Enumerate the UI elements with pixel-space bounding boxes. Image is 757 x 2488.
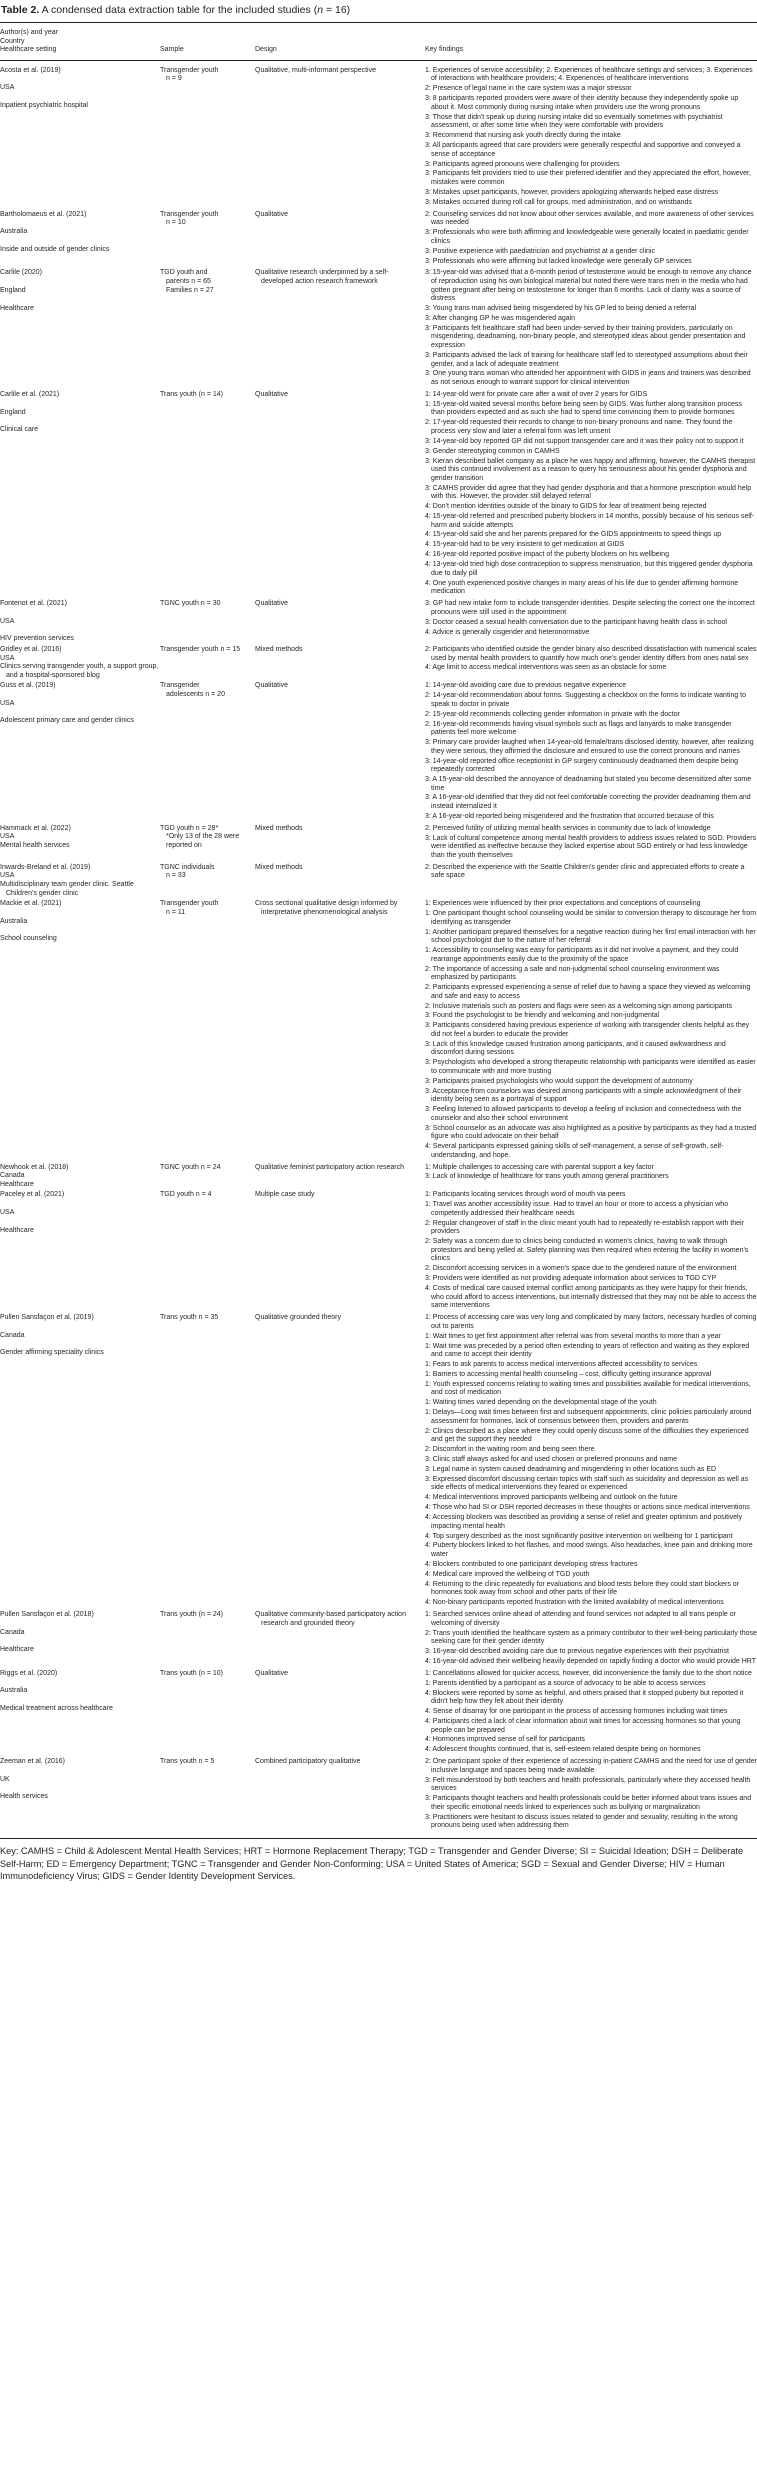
finding-item: 2: Clinics described as a place where they could openly discuss some of the difficulties they experienced and get the support they needed	[425, 1427, 749, 1444]
finding-item: 4: Puberty blockers linked to hot flashes, and mood swings. Also headaches, knee pain and drinking more water	[425, 1542, 753, 1559]
finding-item: 3: Recommend that nursing ask youth directly during the intake	[425, 132, 621, 140]
study-sample-line: Transgender youth	[160, 900, 219, 908]
study-author-country-setting	[0, 898, 160, 1161]
finding-item: 3: Participants praised psychologists who would support the development of autonomy	[425, 1077, 693, 1085]
study-country: Canada	[0, 1628, 25, 1636]
finding-item: 4: 16-year-old reported positive impact of the puberty blockers on his wellbeing	[425, 551, 669, 559]
finding-item: 3: Lack of cultural competence among mental health providers to address issues related to SGD. Providers were identified as ineffective because they lacked expertise about SGD entirely or had less knowledge than the youth themselves	[425, 834, 757, 859]
study-key-findings	[425, 1668, 757, 1756]
study-healthcare-setting: Mental health services	[0, 842, 70, 850]
study-country: USA	[0, 617, 15, 625]
finding-item: 3: 8 participants reported providers were aware of their identity because they independently spoke up about it. Most commonly during nursing intake when providers use the wrong pronouns	[425, 95, 739, 111]
study-country: England	[0, 287, 26, 294]
study-healthcare-setting: School counseling	[0, 935, 57, 943]
study-country: Canada	[0, 1172, 25, 1180]
study-sample	[160, 1312, 255, 1609]
finding-item: 3: Those that didn't speak up during nursing intake did so eventually sometimes with psychiatrist assessment, or after some time when they were comfortable with providers	[425, 113, 723, 130]
study-country: USA	[0, 833, 15, 841]
finding-item: 2: Discomfort accessing services in a women's space due to the gendered nature of the environment	[425, 1265, 737, 1273]
finding-item: 4: 13-year-old tried high dose contraception to suppress menstruation, but this triggered gender dysphoria due to daily pill	[425, 561, 753, 577]
study-key-findings	[425, 823, 757, 862]
study-sample-line: Trans youth n = 35	[160, 1314, 219, 1322]
study-author-country-setting	[0, 1312, 160, 1609]
table-row	[0, 1668, 757, 1756]
study-sample-line: *Only 13 of the 28 were reported on	[166, 833, 240, 850]
study-author-year: Pullen Sansfaçon et al. (2018)	[0, 1611, 94, 1619]
study-author-year: Hammack et al. (2022)	[0, 824, 71, 832]
finding-item: 3: Participants thought teachers and health professionals could be better informed about trans issues and their specific emotional needs linked to experiences such as bullying or marginalization	[425, 1795, 752, 1811]
study-healthcare-setting: Healthcare	[0, 1646, 34, 1654]
study-design-cell	[255, 389, 425, 598]
finding-item: 2: Participants expressed experiencing a sense of relief due to having a space they viewed as welcoming and safe and easy to access	[425, 984, 751, 1000]
finding-item: 3: School counselor as an advocate was also highlighted as a positive by participants as they had a trusted figure who could advocate on their behalf	[425, 1124, 757, 1141]
finding-item: 1: Multiple challenges to accessing care with parental support a key factor	[425, 1163, 654, 1171]
study-design: Qualitative	[255, 390, 289, 398]
study-key-findings	[425, 598, 757, 644]
study-author-country-setting	[0, 1189, 160, 1312]
study-country: UK	[0, 1775, 10, 1783]
study-design-cell	[255, 644, 425, 680]
study-design-cell	[255, 267, 425, 389]
table-header	[0, 23, 757, 61]
study-sample	[160, 209, 255, 268]
table-row	[0, 1312, 757, 1609]
finding-item: 3: A 16-year-old reported being misgendered and the frustration that occurred because of this	[425, 812, 714, 820]
study-sample	[160, 823, 255, 862]
study-key-findings	[425, 267, 757, 389]
study-author-year: Paceley et al. (2021)	[0, 1191, 65, 1199]
study-author-year: Riggs et al. (2020)	[0, 1669, 58, 1677]
finding-item: 2: Counseling services did not know about other services available, and more awareness of other services was needed	[425, 210, 754, 227]
study-design-cell	[255, 1668, 425, 1756]
study-author-year: Inwards-Breland et al. (2019)	[0, 863, 91, 871]
finding-item: 3: Lack of this knowledge caused frustration among participants, and it caused awkwardness and discomfort during sessions	[425, 1040, 726, 1057]
study-sample	[160, 862, 255, 898]
study-sample	[160, 1162, 255, 1190]
finding-item: 4: 15-year-old said she and her parents prepared for the GIDS appointments to speed things up	[425, 531, 722, 539]
finding-item: 2: 17-year-old requested their records to change to non-binary pronouns and name. They found the process very slow and later a referral form was left unsent	[425, 419, 733, 435]
study-key-findings	[425, 644, 757, 680]
finding-item: 2: Regular changeover of staff in the clinic meant youth had to repeatedly re-establish rapport with their providers	[425, 1219, 744, 1236]
study-author-year: Guss et al. (2019)	[0, 682, 56, 690]
study-author-year: Gridley et al. (2016)	[0, 645, 62, 653]
study-author-year: Zeeman et al. (2016)	[0, 1758, 65, 1766]
finding-item: 3: Gender stereotyping common in CAMHS	[425, 447, 560, 455]
study-sample-line: Transgender youth	[160, 66, 219, 74]
study-healthcare-setting: Gender affirming speciality clinics	[0, 1349, 104, 1357]
study-sample-line: Transgender youth n = 15	[160, 645, 241, 653]
study-sample	[160, 1756, 255, 1838]
finding-item: 1: 15-year-old waited several months before being seen by GIDS. Was further along transition process than providers expected and as such she had to spend time convincing them to provide hormones	[425, 400, 742, 417]
finding-item: 3: Participants agreed pronouns were challenging for providers	[425, 160, 620, 168]
study-author-country-setting	[0, 1668, 160, 1756]
study-design: Cross sectional qualitative design informed by interpretative phenomenological analysis	[255, 900, 398, 916]
header-author-year: Author(s) and year	[0, 29, 58, 36]
study-author-year: Acosta et al. (2019)	[0, 66, 61, 74]
study-country: Canada	[0, 1331, 25, 1339]
study-healthcare-setting: Inpatient psychiatric hospital	[0, 101, 88, 109]
finding-item: 1: 14-year-old went for private care after a wait of over 2 years for GIDS	[425, 390, 648, 398]
finding-item: 2: Perceived futility of utilizing mental health services in community due to lack of knowledge	[425, 824, 711, 832]
finding-item: 1: Delays—Long wait times between first and subsequent appointments, clinic policies particularly around assessment for hormones, lack of consensus between them, providers and parents	[425, 1409, 752, 1425]
study-design: Qualitative	[255, 210, 289, 218]
study-design: Mixed methods	[255, 645, 303, 653]
finding-item: 3: Professionals who were both affirming and knowledgeable were generally located in paediatric gender clinics	[425, 229, 749, 245]
study-healthcare-setting: Inside and outside of gender clinics	[0, 245, 110, 253]
finding-item: 3: After changing GP he was misgendered again	[425, 314, 576, 322]
finding-item: 4: 16-year-old advised their wellbeing heavily depended on rapidly finding a doctor who would provide HRT	[425, 1657, 757, 1665]
study-sample-line: n = 11	[166, 908, 186, 916]
finding-item: 1: Wait time was preceded by a period often extending to years of reflection and waiting as they explored and came to accept their identity	[425, 1342, 750, 1359]
finding-item: 4: Advice is generally cisgender and heteronormative	[425, 628, 590, 636]
finding-item: 3: Mistakes occurred during roll call for groups, med administration, and on wristbands	[425, 198, 692, 206]
table-row	[0, 644, 757, 680]
finding-item: 1: Cancellations allowed for quicker access, however, did inconvenience the family due to the short notice	[425, 1669, 752, 1677]
finding-item: 3: 14-year-old boy reported GP did not support transgender care and it was their policy not to support it	[425, 437, 744, 445]
finding-item: 3: Practitioners were hesitant to discuss issues related to gender and sexuality, resulting in the wrong pronouns being used when addressing them	[425, 1813, 738, 1830]
finding-item: 1: Youth expressed concerns relating to waiting times and possibilities available for medical interventions, and cost of medication	[425, 1380, 751, 1397]
finding-item: 1: Parents identified by a participant as a source of advocacy to be able to access services	[425, 1679, 706, 1687]
finding-item: 3: Young trans man advised being misgendered by his GP led to being denied a referral	[425, 305, 697, 313]
study-key-findings	[425, 680, 757, 823]
header-healthcare-setting: Healthcare setting	[0, 46, 57, 54]
study-design-cell	[255, 680, 425, 823]
study-healthcare-setting: HIV prevention services	[0, 635, 74, 643]
study-sample-line: TGD youth n = 4	[160, 1191, 212, 1199]
finding-item: 3: Doctor ceased a sexual health conversation due to the participant having health class in school	[425, 618, 727, 626]
study-sample-line: Trans youth (n = 10)	[160, 1669, 223, 1677]
study-design: Qualitative	[255, 600, 289, 608]
study-author-country-setting	[0, 598, 160, 644]
finding-item: 2: The importance of accessing a safe and non-judgmental school counseling environment was emphasized by participants	[425, 965, 720, 982]
study-design: Combined participatory qualitative	[255, 1758, 361, 1766]
study-sample-line: Trans youth n = 5	[160, 1758, 215, 1766]
finding-item: 3: 14-year-old reported office receptionist in GP surgery continuously deadnamed them despite being repeatedly corrected	[425, 757, 738, 774]
finding-item: 4: Several participants expressed gaining skills of self-management, a sense of self-growth, self-understanding, and hope.	[425, 1143, 724, 1159]
finding-item: 4: Those who had SI or DSH reported decreases in these thoughts or actions since medical interventions	[425, 1504, 750, 1512]
table-row	[0, 1162, 757, 1190]
table-row	[0, 598, 757, 644]
study-design: Qualitative	[255, 1669, 289, 1677]
header-sample: Sample	[160, 46, 184, 54]
finding-item: 3: Feeling listened to allowed participants to develop a feeling of inclusion and connectedness with the counselor and also their school environment	[425, 1106, 742, 1122]
study-sample-line: Transgender	[160, 682, 200, 690]
study-sample	[160, 1668, 255, 1756]
study-design-cell	[255, 1189, 425, 1312]
finding-item: 1: One participant thought school counseling would be similar to conversion therapy to discourage her from identifying as transgender	[425, 910, 757, 926]
finding-item: 2: Presence of legal name in the care system was a major stressor	[425, 85, 632, 93]
finding-item: 1: Waiting times varied depending on the developmental stage of the youth	[425, 1399, 657, 1407]
finding-item: 1: Travel was another accessibility issue. Had to travel an hour or more to access a physician who competently addressed their healthcare needs	[425, 1201, 729, 1217]
study-country: USA	[0, 872, 15, 880]
finding-item: 4: Accessing blockers was described as providing a sense of relief and greater optimism and positively impacting mental health	[425, 1514, 743, 1530]
finding-item: 1: 14-year-old avoiding care due to previous negative experience	[425, 682, 627, 690]
study-author-country-setting	[0, 680, 160, 823]
finding-item: 1: Process of accessing care was very long and complicated by many factors, necessary hurdles of coming out to parents	[425, 1314, 757, 1330]
header-design: Design	[255, 46, 277, 54]
study-sample-line: TGD youth and	[160, 269, 208, 277]
finding-item: 4: Medical interventions improved participants wellbeing and outlook on the future	[425, 1494, 678, 1502]
finding-item: 3: Acceptance from counselors was desired among participants with a simple acknowledgment of their identity being seen as a portrayal of support	[425, 1087, 742, 1104]
finding-item: 1: Barriers to accessing mental health counseling – cost, difficulty getting insurance approval	[425, 1370, 712, 1378]
study-healthcare-setting: Healthcare	[0, 1180, 34, 1188]
study-design: Qualitative community-based participatory action research and grounded theory	[255, 1611, 406, 1627]
table-body	[0, 61, 757, 1838]
study-country: Australia	[0, 1687, 28, 1695]
finding-item: 2: 16-year-old recommends having visual symbols such as flags and lanyards to make transgender patients feel more welcome	[425, 720, 732, 737]
study-key-findings	[425, 389, 757, 598]
study-sample-line: parents n = 65	[166, 278, 211, 285]
study-country: Australia	[0, 228, 28, 236]
study-author-country-setting	[0, 862, 160, 898]
study-design: Mixed methods	[255, 824, 303, 832]
study-design: Qualitative, multi-informant perspective	[255, 66, 376, 74]
study-key-findings	[425, 1609, 757, 1668]
study-author-year: Mackie et al. (2021)	[0, 900, 62, 908]
study-design-cell	[255, 1312, 425, 1609]
finding-item: 1: Wait times to get first appointment after referral was from several months to more than a year	[425, 1332, 721, 1340]
study-sample-line: adolescents n = 20	[166, 690, 225, 698]
study-sample	[160, 61, 255, 209]
study-design-cell	[255, 898, 425, 1161]
study-country: USA	[0, 654, 15, 662]
table-caption	[0, 4, 757, 16]
finding-item: 4: One youth experienced positive changes in many areas of his life due to gender affirming hormone medication	[425, 579, 739, 596]
table-label: Table 2.	[1, 4, 40, 16]
table-row	[0, 823, 757, 862]
study-sample-line: n = 10	[166, 219, 186, 227]
finding-item: 2: One participant spoke of their experience of accessing in-patient CAMHS and the need for use of gender inclusive language and spaces being made available	[425, 1758, 757, 1774]
finding-item: 1: Participants locating services through word of mouth via peers	[425, 1191, 626, 1199]
finding-item: 2: Participants who identified outside the gender binary also described dissatisfaction with numerical scales used by mental health providers to quantify how much one's gender identity differs from ones natal sex	[425, 645, 757, 662]
study-key-findings	[425, 1756, 757, 1838]
table-row	[0, 61, 757, 209]
study-author-country-setting	[0, 823, 160, 862]
table-row	[0, 862, 757, 898]
header-author-country-setting	[0, 23, 160, 60]
finding-item: 1: Another participant prepared themselves for a negative reaction during her first email interaction with her school psychologist due to the nature of her referral	[425, 928, 756, 945]
finding-item: 4: Costs of medical care caused internal conflict among participants as they were happy for their friends, who could afford to access interventions, but internally distressed that they may not be able to access the same interventions	[425, 1285, 757, 1310]
study-healthcare-setting: Multidisciplinary team gender clinic. Seattle Children's gender clinic	[0, 881, 134, 897]
finding-item: 1. Experiences of service accessibility; 2. Experiences of healthcare settings and services; 3. Experiences of interactions with healthcare providers; 4. Experiences of healthcare interventions	[425, 66, 753, 83]
study-author-country-setting	[0, 1756, 160, 1838]
study-design: Qualitative grounded theory	[255, 1314, 341, 1322]
table-row	[0, 209, 757, 268]
study-key-findings	[425, 1189, 757, 1312]
data-extraction-table	[0, 23, 757, 1838]
finding-item: 3: Found the psychologist to be friendly and welcoming and non-judgmental	[425, 1012, 660, 1020]
study-author-year: Bartholomaeus et al. (2021)	[0, 210, 87, 218]
finding-item: 1: Experiences were influenced by their prior expectations and conceptions of counseling	[425, 900, 701, 908]
study-design: Mixed methods	[255, 863, 303, 871]
finding-item: 3: Participants felt providers tried to use their preferred identifier and they appreciated the effort, however, mistakes were common	[425, 170, 751, 186]
finding-item: 3: All participants agreed that care providers were generally respectful and supportive and conveyed a sense of acceptance	[425, 142, 741, 158]
finding-item: 3: Legal name in system caused deadnaming and misgendering in other locations such as ED	[425, 1465, 717, 1473]
study-design-cell	[255, 1756, 425, 1838]
finding-item: 3: Participants felt healthcare staff had been under-served by their training providers, particularly on misgendering, deadnaming, non-binary people, and stereotyped ideas about gender presentation and expression	[425, 324, 746, 350]
finding-item: 3: Mistakes upset participants, however, providers apologizing afterwards helped ease distress	[425, 188, 718, 196]
finding-item: 3: Professionals who were affirming but lacked knowledge were generally GP services	[425, 257, 692, 265]
finding-item: 1: Accessibility to counseling was easy for participants as it did not involve a payment, and they could rearrange appointments easily due to the proximity of the space	[425, 947, 739, 963]
study-author-country-setting	[0, 267, 160, 389]
study-country: USA	[0, 84, 15, 92]
finding-item: 4: 15-year-old had to be very insistent to get medication at GIDS	[425, 541, 625, 549]
study-author-year: Pullen Sansfaçon et al. (2019)	[0, 1314, 94, 1322]
finding-item: 4: Hormones improved sense of self for participants	[425, 1736, 585, 1744]
finding-item: 3: Expressed discomfort discussing certain topics with staff such as suicidality and depression as well as side effects of medical interventions they feared or experienced	[425, 1475, 749, 1492]
finding-item: 3: Participants considered having previous experience of working with transgender clients helpful as they did not feel a burden to educate the provider	[425, 1022, 750, 1038]
study-sample-line: TGNC youth n = 24	[160, 1163, 221, 1171]
study-author-country-setting	[0, 389, 160, 598]
header-key-findings: Key findings	[425, 46, 464, 54]
finding-item: 2: Described the experience with the Seattle Children's gender clinic and appreciated efforts to create a safe space	[425, 863, 745, 880]
table-row	[0, 1189, 757, 1312]
study-country: England	[0, 408, 26, 416]
study-sample-line: Trans youth (n = 14)	[160, 390, 223, 398]
study-key-findings	[425, 1162, 757, 1190]
finding-item: 3: 15-year-old was advised that a 6-month period of testosterone would be enough to remove any chance of reproduction using his own biological material but noted there were trans men in the media who had gotten pregnant after being on testosterone for longer than 6 months. Lack of clarity was a source of distress	[425, 269, 752, 303]
study-healthcare-setting: Healthcare	[0, 304, 34, 312]
finding-item: 4: Sense of disarray for one participant in the process of accessing hormones including wait times	[425, 1708, 728, 1716]
study-healthcare-setting: Medical treatment across healthcare	[0, 1705, 113, 1713]
study-author-country-setting	[0, 1162, 160, 1190]
study-sample-line: n = 9	[166, 75, 182, 83]
study-author-year: Carlile (2020)	[0, 269, 43, 277]
finding-item: 4: Don't mention identities outside of the binary to GIDS for fear of treatment being rejected	[425, 503, 707, 511]
study-country: Australia	[0, 917, 28, 925]
study-sample-line: Families n = 27	[166, 286, 214, 294]
study-key-findings	[425, 862, 757, 898]
finding-item: 4: Age limit to access medical interventions was seen as an obstacle for some	[425, 664, 667, 672]
finding-item: 2: Discomfort in the waiting room and being seen there	[425, 1446, 595, 1454]
finding-item: 3: Kieran described ballet company as a place he was happy and affirming, however, the CAMHS therapist used this continued involvement as a reason to query his seriousness about his gender dysphoria and gender transition	[425, 457, 756, 482]
study-design-cell	[255, 823, 425, 862]
finding-item: 4: Non-binary participants reported frustration with the limited availability of medical interventions	[425, 1599, 724, 1607]
finding-item: 2: Safety was a concern due to clinics being conducted in women's clinics, having to walk through protestors and being yelled at. Safety planning was then required when entering the facility in women's clinics	[425, 1238, 749, 1263]
study-healthcare-setting: Clinics serving transgender youth, a support group, and a hospital-sponsored blog	[0, 663, 159, 679]
study-design-cell	[255, 862, 425, 898]
finding-item: 3: Lack of knowledge of healthcare for trans youth among general practitioners	[425, 1173, 669, 1181]
finding-item: 3: GP had new intake form to include transgender identities. Despite selecting the correct one the incorrect pronouns were still used in the appointment	[425, 600, 755, 616]
study-country: USA	[0, 699, 15, 707]
study-sample	[160, 267, 255, 389]
study-sample	[160, 898, 255, 1161]
study-sample	[160, 1189, 255, 1312]
study-design: Qualitative	[255, 682, 289, 690]
study-author-country-setting	[0, 209, 160, 268]
finding-item: 3: 16-year-old described avoiding care due to previous negative experiences with their psychiatrist	[425, 1648, 729, 1656]
study-author-year: Newhook et al. (2018)	[0, 1163, 69, 1171]
finding-item: 4: Returning to the clinic repeatedly for evaluations and blood tests before they could start blockers or hormones took away from school and other parts of their life	[425, 1580, 740, 1597]
study-healthcare-setting: Clinical care	[0, 426, 39, 434]
study-author-country-setting	[0, 1609, 160, 1668]
caption-n: n	[317, 4, 324, 16]
finding-item: 3: Participants advised the lack of training for healthcare staff led to stereotyped assumptions about their gender, and a lack of adequate treatment	[425, 351, 748, 368]
finding-item: 2: Trans youth identified the healthcare system as a primary contributor to their well-being particularly those seeking care for their gender identity	[425, 1629, 757, 1646]
study-sample	[160, 389, 255, 598]
study-key-findings	[425, 1312, 757, 1609]
study-design-cell	[255, 598, 425, 644]
caption-text: A condensed data extraction table for the included studies (	[41, 4, 318, 16]
study-design-cell	[255, 61, 425, 209]
table-footnote: Key: CAMHS = Child & Adolescent Mental Health Services; HRT = Hormone Replacement Therapy; TGD = Transgender and Gender Diverse; SI = Suicidal Ideation; DSH = Deliberate Self-Harm; ED = Emergency Department; TGNC = Transgender and Gender Non-Conforming; USA = United States of America; SGD = Sexual and Gender Diverse; HIV = Human Immunodeficiency Virus; GIDS = Gender Identity Development Services.	[0, 1846, 744, 1882]
table-row	[0, 680, 757, 823]
study-sample-line: Transgender youth	[160, 210, 219, 218]
study-sample-line: TGD youth n = 28*	[160, 824, 219, 832]
finding-item: 1: Fears to ask parents to access medical interventions affected accessibility to services	[425, 1361, 698, 1369]
finding-item: 4: Medical care improved the wellbeing of TGD youth	[425, 1570, 590, 1578]
finding-item: 4: Blockers contributed to one participant developing stress fractures	[425, 1560, 638, 1568]
study-sample	[160, 644, 255, 680]
study-design: Multiple case study	[255, 1191, 315, 1199]
finding-item: 3: Positive experience with paediatrician and psychiatrist at a gender clinic	[425, 247, 655, 255]
header-country: Country	[0, 37, 25, 45]
study-author-year: Carlile et al. (2021)	[0, 390, 60, 398]
finding-item: 4: Top surgery described as the most significantly positive intervention on wellbeing for 1 participant	[425, 1532, 733, 1540]
finding-item: 2: 15-year-old recommends collecting gender information in private with the doctor	[425, 710, 680, 718]
study-key-findings	[425, 61, 757, 209]
finding-item: 3: Providers were identified as not providing adequate information about services to TGD CYP	[425, 1275, 717, 1283]
study-healthcare-setting: Health services	[0, 1793, 48, 1801]
study-healthcare-setting: Healthcare	[0, 1226, 34, 1234]
finding-item: 3: One young trans woman who attended her appointment with GIDS in jeans and trainers was described as not serious enough to warrant support for clinical intervention	[425, 370, 751, 387]
study-design-cell	[255, 1162, 425, 1190]
study-sample	[160, 680, 255, 823]
study-design-cell	[255, 209, 425, 268]
study-author-country-setting	[0, 61, 160, 209]
study-sample-line: TGNC youth n = 30	[160, 600, 221, 608]
finding-item: 3: CAMHS provider did agree that they had gender dysphoria and that a hormone prescription would help with this. However, the provider still delayed referral	[425, 484, 752, 501]
finding-item: 3: Clinic staff always asked for and used chosen or preferred pronouns and name	[425, 1456, 678, 1464]
study-sample-line: TGNC individuals	[160, 863, 215, 871]
table-row	[0, 898, 757, 1161]
caption-text-end: = 16)	[323, 4, 351, 16]
study-author-year: Fontenot et al. (2021)	[0, 600, 67, 608]
table-row	[0, 267, 757, 389]
finding-item: 4: 15-year-old referred and prescribed puberty blockers in 14 months, possibly because of his serious self-harm and suicide attempts	[425, 513, 755, 529]
finding-item: 3: A 15-year-old described the annoyance of deadnaming but stated you become desensitized after some time	[425, 776, 752, 792]
finding-item: 3: A 16-year-old identified that they did not feel comfortable correcting the provider deadnaming them and instead internalized it	[425, 794, 751, 811]
finding-item: 3: Psychologists who developed a strong therapeutic relationship with participants were identified as easier to communicate with and more trusting	[425, 1059, 756, 1075]
finding-item: 4: Blockers were reported by some as helpful, and others praised that it stopped puberty but reported it didn't help how they felt about their identity	[425, 1689, 744, 1706]
finding-item: 2: 14-year-old recommendation about forms. Suggesting a checkbox on the forms to indicate wanting to speak to doctor in private	[425, 692, 747, 708]
study-author-country-setting	[0, 644, 160, 680]
study-sample-line: Trans youth (n = 24)	[160, 1611, 223, 1619]
study-design: Qualitative research underpinned by a self-developed action research framework	[255, 269, 389, 285]
table-row	[0, 389, 757, 598]
table-row	[0, 1756, 757, 1838]
study-key-findings	[425, 898, 757, 1161]
finding-item: 1: Searched services online ahead of attending and found services not adapted to all trans people or welcoming of diversity	[425, 1611, 736, 1627]
finding-item: 3: Felt misunderstood by both teachers and health professionals, particularly where they accessed health services	[425, 1776, 751, 1793]
table-row	[0, 1609, 757, 1668]
study-design: Qualitative feminist participatory action research	[255, 1163, 405, 1171]
study-sample-line: n = 33	[166, 872, 186, 880]
finding-item: 3: Primary care provider laughed when 14-year-old female/trans disclosed identity, however, after realizing they were serious, they affirmed the disclosure and ensured to use the correct pronouns and names	[425, 739, 754, 755]
finding-item: 4: Participants cited a lack of clear information about wait times for accessing hormones so that young people can be prepared	[425, 1718, 741, 1734]
finding-item: 2: Inclusive materials such as posters and flags were seen as a welcoming sign among participants	[425, 1002, 732, 1010]
study-design-cell	[255, 1609, 425, 1668]
finding-item: 4: Adolescent thoughts continued, that is, self-esteem related despite being on hormones	[425, 1746, 701, 1754]
study-key-findings	[425, 209, 757, 268]
study-sample	[160, 598, 255, 644]
study-country: USA	[0, 1208, 15, 1216]
study-healthcare-setting: Adolescent primary care and gender clinics	[0, 717, 134, 725]
study-sample	[160, 1609, 255, 1668]
